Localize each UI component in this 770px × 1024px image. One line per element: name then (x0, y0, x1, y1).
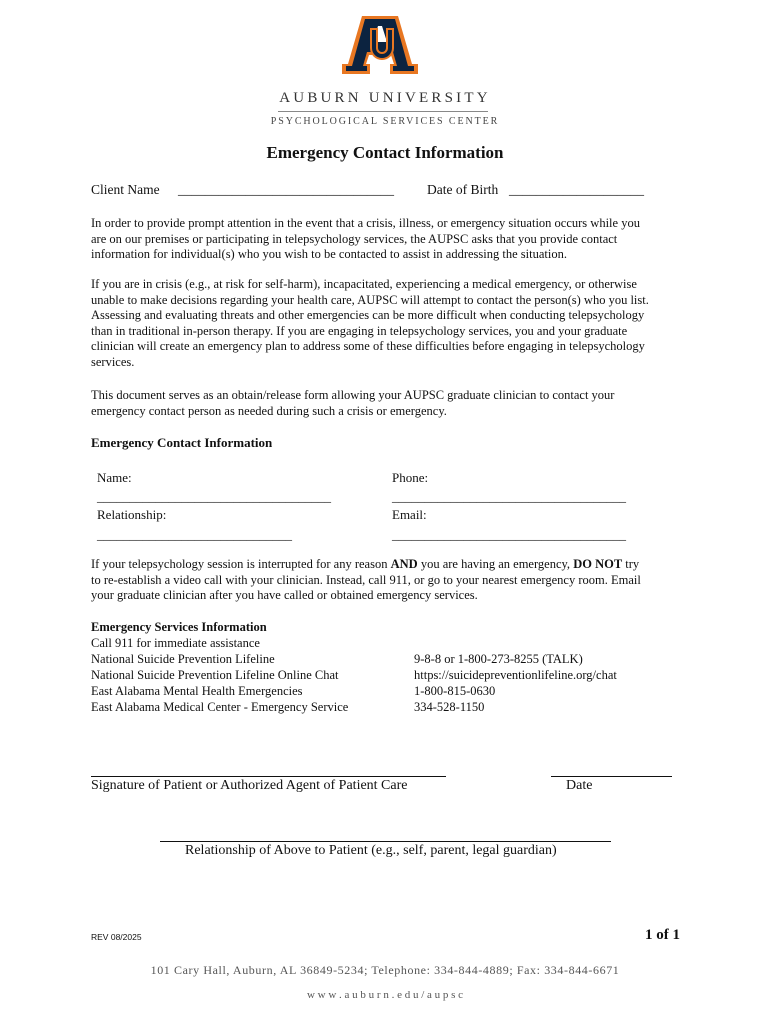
paragraph-line (91, 557, 683, 573)
page-number: 1 of 1 (645, 927, 680, 943)
name-label: Name: (97, 470, 132, 485)
paragraph-line: emergency contact person as needed during such a crisis or emergency. (91, 403, 447, 418)
contact-section-heading: Emergency Contact Information (91, 435, 273, 450)
paragraph-line: unable to make decisions regarding your health care, AUPSC will attempt to contact the person(s) who you list. (91, 292, 649, 307)
service-contact: 1-800-815-0630 (414, 684, 496, 698)
service-contact: 334-528-1150 (414, 700, 485, 714)
auburn-au-logo (340, 14, 420, 80)
paragraph-line: clinician will create an emergency plan to address some of these difficulties before engaging in telepsychology (91, 339, 645, 353)
text-run: If your telepsychology session is interrupted for any reason (91, 557, 391, 571)
relationship-field[interactable]: ______________________________ (97, 527, 292, 542)
page-title: Emergency Contact Information (266, 143, 504, 162)
release-paragraph (91, 388, 681, 419)
services-contacts (414, 651, 617, 715)
header-divider (278, 111, 488, 112)
text-run: try (622, 557, 640, 571)
service-contact: 9-8-8 or 1-800-273-8255 (TALK) (414, 652, 583, 666)
paragraph-line: than in traditional in-person therapy. If you are engaging in telepsychology services, you and your graduate (91, 323, 628, 338)
center-name: PSYCHOLOGICAL SERVICES CENTER (270, 116, 500, 127)
paragraph-line: your graduate clinician after you have called or obtained emergency services. (91, 588, 478, 602)
email-field[interactable]: ____________________________________ (392, 527, 626, 542)
paragraph-line: to re-establish a video call with your clinician. Instead, call 911, or go to your nearest emergency room. Email (91, 572, 641, 587)
signature-line[interactable] (91, 776, 446, 777)
service-name: National Suicide Prevention Lifeline Online Chat (91, 668, 339, 682)
paragraph-line: Assessing and evaluating threats and other emergencies can be more difficult when conducting telepsychology (91, 308, 645, 322)
emphasis-do-not: DO NOT (573, 557, 623, 571)
intro-paragraph (91, 216, 681, 263)
services-list (91, 619, 348, 715)
phone-field[interactable]: ____________________________________ (392, 489, 626, 504)
service-contact-link[interactable]: https://suicidepreventionlifeline.org/chat (414, 668, 617, 682)
university-name: AUBURN UNIVERSITY (279, 90, 491, 106)
paragraph-line: If you are in crisis (e.g., at risk for self-harm), incapacitated, experiencing a medical emergency, or otherwise (91, 277, 637, 291)
relationship-signature-line[interactable] (160, 841, 611, 842)
service-name: East Alabama Medical Center - Emergency Service (91, 700, 349, 714)
signature-label: Signature of Patient or Authorized Agent of Patient Care (91, 778, 408, 793)
paragraph-line: This document serves as an obtain/release form allowing your AUPSC graduate clinician to contact your (91, 388, 615, 402)
service-name: East Alabama Mental Health Emergencies (91, 684, 303, 698)
email-label: Email: (392, 507, 427, 522)
paragraph-line: services. (91, 354, 135, 369)
dob-label: Date of Birth (427, 182, 499, 197)
date-line[interactable] (551, 776, 672, 777)
revision-label: REV 08/2025 (91, 932, 142, 942)
emphasis-and: AND (390, 557, 418, 571)
footer-website[interactable]: w w w . a u b u r n . e d u / a u p s c (306, 989, 464, 1001)
relationship-label: Relationship: (97, 507, 167, 522)
service-name: Call 911 for immediate assistance (91, 636, 260, 650)
paragraph-line: In order to provide prompt attention in the event that a crisis, illness, or emergency situation occurs while you (91, 216, 640, 230)
footer-address: 101 Cary Hall, Auburn, AL 36849-5234; Telephone: 334-844-4889; Fax: 334-844-6671 (150, 963, 620, 977)
services-heading: Emergency Services Information (91, 620, 267, 634)
relationship-to-patient-label: Relationship of Above to Patient (e.g., self, parent, legal guardian) (185, 843, 557, 858)
dob-field[interactable]: ____________________ (509, 182, 644, 197)
paragraph-line: information for individual(s) who you wish to be contacted to assist in addressing the situation. (91, 247, 567, 261)
paragraph-line: are on our premises or participating in telepsychology services, the AUPSC asks that you provide contact (91, 231, 618, 246)
service-name: National Suicide Prevention Lifeline (91, 652, 275, 666)
phone-label: Phone: (392, 470, 429, 485)
crisis-paragraph (91, 277, 681, 370)
date-label: Date (566, 778, 593, 793)
client-name-label: Client Name (91, 182, 160, 197)
client-name-field[interactable]: ________________________________ (178, 182, 394, 197)
name-field[interactable]: ____________________________________ (97, 489, 331, 504)
interrupt-paragraph (91, 557, 683, 604)
text-run: you are having an emergency, (417, 557, 574, 571)
